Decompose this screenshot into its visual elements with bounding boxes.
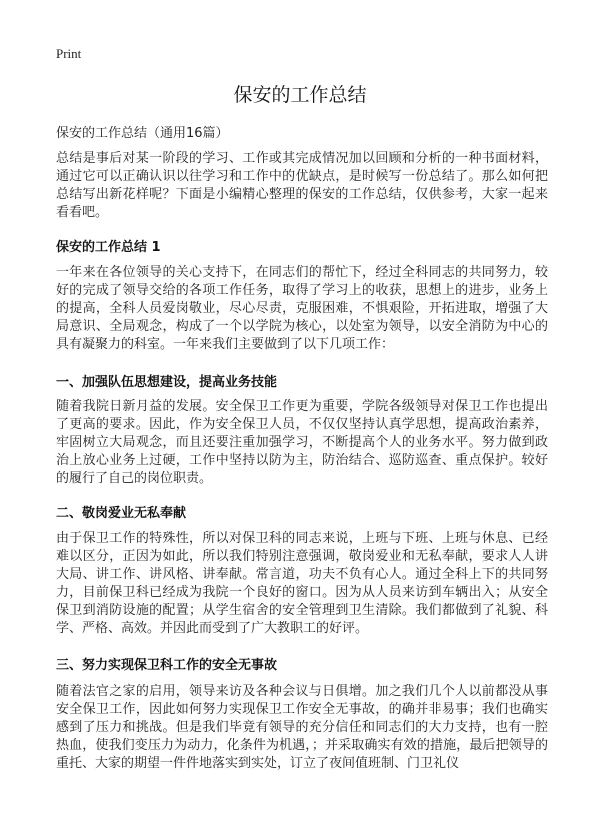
document-subtitle: 保安的工作总结（通用16篇） — [56, 126, 229, 141]
paragraph-2: 由于保卫工作的特殊性，所以对保卫科的同志来说，上班与下班、上班与休息、已经难以区分，正因为如此，所以我们特别注意强调，敬岗爱业和无私奉献，要求人人讲大局、讲工作、讲风格、讲奉献。常言道，功夫不负有心人。通过全科上下的共同努力，目前保卫科已经成为我院一个良好的窗口。因为从人员来访到车辆出入；从安全保卫到消防设施的配置；从学生宿舍的安全管理到卫生清除。我们都做到了礼貌、科学、严格、高效。并因此而受到了广大教职工的好评。 — [56, 531, 548, 636]
heading-1: 一、加强队伍思想建设，提高业务技能 — [56, 375, 278, 390]
heading-2: 二、敬岗爱业无私奉献 — [56, 506, 187, 521]
print-link[interactable]: Print — [56, 46, 82, 61]
paragraph-1: 随着我院日新月益的发展。安全保卫工作更为重要，学院各级领导对保卫工作也提出了更高的要求。因此，作为安全保卫人员，不仅仅坚持认真学思想，提高政治素养，牢固树立大局观念，而且还要注重加强学习，不断提高个人的业务水平。努力做到政治上放心业务上过硬，工作中坚持以防为主，防治结合、巡防巡查、重点保护。较好的履行了自己的岗位职责。 — [56, 399, 548, 486]
document-title: 保安的工作总结 — [233, 84, 367, 106]
section-paragraph: 一年来在各位领导的关心支持下，在同志们的帮忙下，经过全科同志的共同努力，较好的完成了领导交给的各项工作任务，取得了学习上的收获，思想上的进步，业务上的提高，全科人员爱岗敬业，尽心尽责，克服困难，不惧艰险，开拓进取，增强了大局意识、全局观念，构成了一个以学院为核心，以处室为领导，以安全消防为中心的具有凝聚力的科室。一年来我们主要做到了以下几项工作： — [56, 265, 548, 352]
intro-paragraph: 总结是事后对某一阶段的学习、工作或其完成情况加以回顾和分析的一种书面材料，通过它可以正确认识以往学习和工作中的优缺点，是时候写一份总结了。那么如何把总结写出新花样呢？下面是小编精心整理的保安的工作总结，仅供参考，大家一起来看看吧。 — [56, 151, 548, 220]
section-title: 保安的工作总结 1 — [56, 240, 161, 255]
paragraph-3: 随着法官之家的启用，领导来访及各种会议与日俱增。加之我们几个人以前都没从事安全保卫工作，因此如何努力实现保卫工作安全无事故，的确并非易事；我们也确实感到了压力和挑战。但是我们毕竟有领导的充分信任和同志们的大力支持，也有一腔热血，使我们变压力为动力，化条件为机遇，；并采取确实有效的措施，最后把领导的重托、大家的期望一件件地落实到实处，订立了夜间值班制、门卫礼仪 — [56, 684, 548, 771]
heading-3: 三、努力实现保卫科工作的安全无事故 — [56, 658, 278, 673]
